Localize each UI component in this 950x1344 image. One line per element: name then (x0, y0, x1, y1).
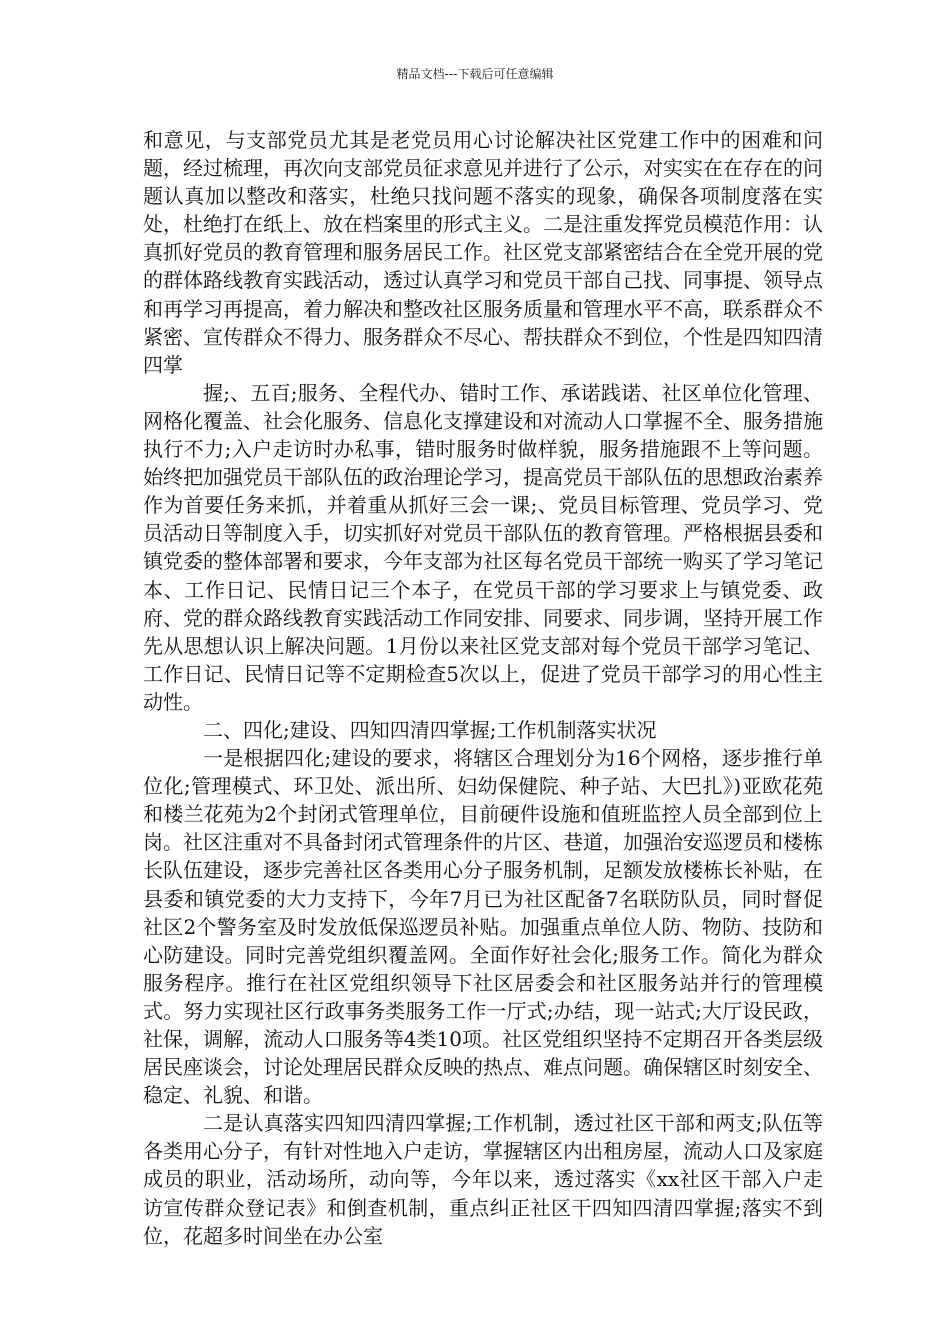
page-header: 精品文档---下载后可任意编辑 (396, 67, 554, 81)
document-body (143, 126, 823, 1250)
paragraph-1: 和意见，与支部党员尤其是老党员用心讨论解决社区党建工作中的困难和问题，经过梳理，再次向支部党员征求意见并进行了公示，对实实在在存在的问题认真加以整改和落实，杜绝只找问题不落实的现象，确保各项制度落在实处，杜绝打在纸上、放在档案里的形式主义。二是注重发挥党员模范作用：认真抓好党员的教育管理和服务居民工作。社区党支部紧密结合在全党开展的党的群体路线教育实践活动，透过认真学习和党员干部自己找、同事提、领导点和再学习再提高，着力解决和整改社区服务质量和管理水平不高，联系群众不紧密、宣传群众不得力、服务群众不尽心、帮扶群众不到位，个性是四知四清四掌 (143, 128, 823, 377)
paragraph-3: 一是根据四化;建设的要求，将辖区合理划分为16个网格，逐步推行单位化;管理模式、环卫处、派出所、妇幼保健院、种子站、大巴扎》)亚欧花苑和楼兰花苑为2个封闭式管理单位，目前硬件设施和值班监控人员全部到位上岗。社区注重对不具备封闭式管理条件的片区、巷道，加强治安巡逻员和楼栋长队伍建设，逐步完善社区各类用心分子服务机制，足额发放楼栋长补贴，在县委和镇党委的大力支持下，今年7月已为社区配备7名联防队员，同时督促社区2个警务室及时发放低保巡逻员补贴。加强重点单位人防、物防、技防和心防建设。同时完善党组织覆盖网。全面作好社会化;服务工作。简化为群众服务程序。推行在社区党组织领导下社区居委会和社区服务站并行的管理模式。努力实现社区行政事务类服务工作一厅式;办结，现一站式;大厅设民政，社保，调解，流动人口服务等4类10项。社区党组织坚持不定期召开各类层级居民座谈会，讨论处理居民群众反映的热点、难点问题。确保辖区时刻安全、稳定、礼貌、和谐。 (143, 746, 823, 1108)
paragraph-4: 二是认真落实四知四清四掌握;工作机制，透过社区干部和两支;队伍等各类用心分子，有针对性地入户走访，掌握辖区内出租房屋，流动人口及家庭成员的职业，活动场所，动向等，今年以来，透过落实《xx社区干部入户走访宣传群众登记表》和倒查机制，重点纠正社区干四知四清四掌握;落实不到位，花超多时间坐在办公室 (143, 1111, 823, 1248)
paragraph-2: 握;、五百;服务、全程代办、错时工作、承诺践诺、社区单位化管理、网格化覆盖、社会化服务、信息化支撑建设和对流动人口掌握不全、服务措施执行不力;入户走访时办私事，错时服务时做样貌，服务措施跟不上等问题。始终把加强党员干部队伍的政治理论学习，提高党员干部队伍的思想政治素养作为首要任务来抓，并着重从抓好三会一课;、党员目标管理、党员学习、党员活动日等制度入手，切实抓好对党员干部队伍的教育管理。严格根据县委和镇党委的整体部署和要求，今年支部为社区每名党员干部统一购买了学习笔记本、工作日记、民情日记三个本子，在党员干部的学习要求上与镇党委、政府、党的群众路线教育实践活动工作同安排、同要求、同步调，坚持开展工作先从思想认识上解决问题。1月份以来社区党支部对每个党员干部学习笔记、工作日记、民情日记等不定期检查5次以上，促进了党员干部学习的用心性主动性。 (143, 380, 823, 714)
section-heading: 二、四化;建设、四知四清四掌握;工作机制落实状况 (203, 717, 657, 742)
